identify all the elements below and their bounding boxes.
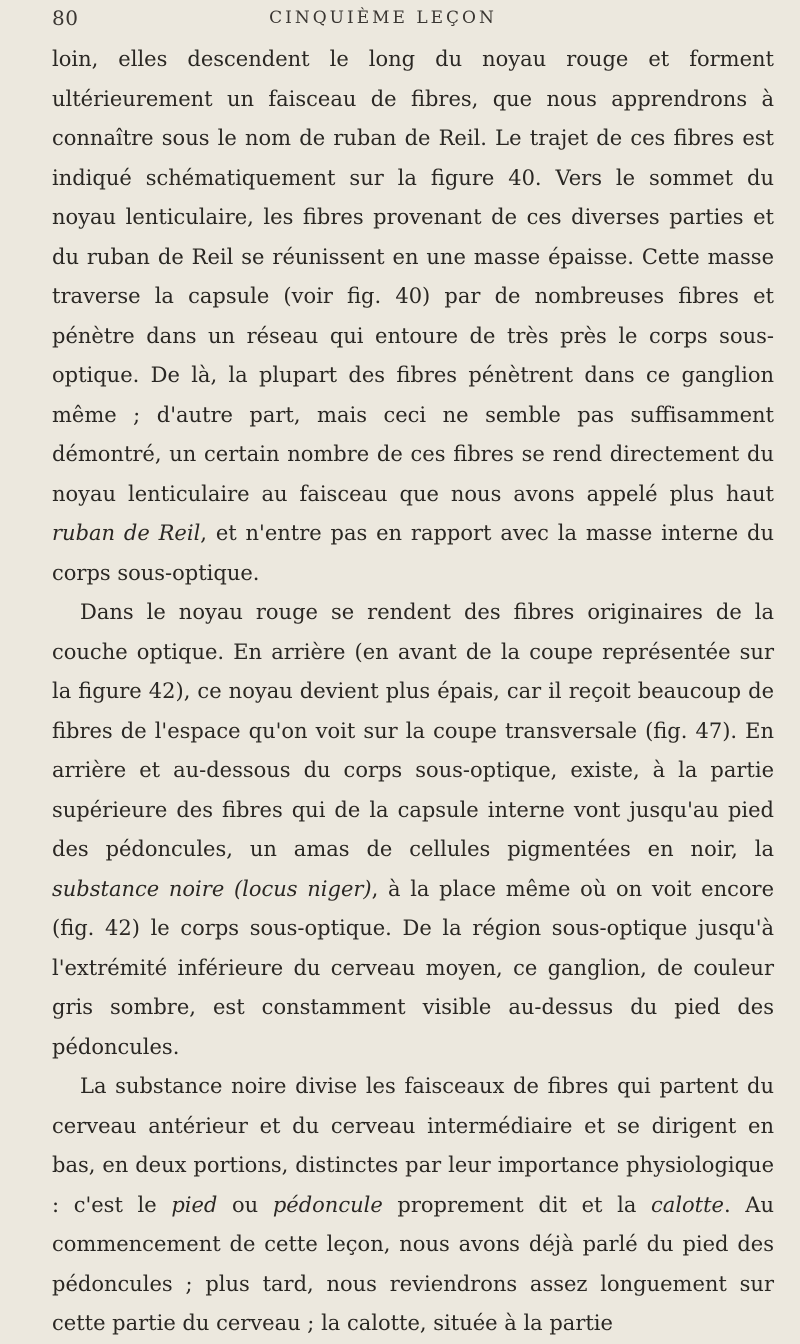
text-segment: . Au commencement de cette leçon, nous avons déjà parlé du pied des pédoncules ; plus tard, nous reviendrons assez longuement sur cette partie du cerveau ; la calotte, située à la partie	[52, 1192, 774, 1335]
italic-term-calotte: calotte	[651, 1192, 724, 1217]
text-segment: ou	[217, 1192, 273, 1217]
text-segment: , et n'entre pas en rapport avec la masse interne du corps sous-optique.	[52, 521, 775, 585]
text-segment: proprement dit et la	[382, 1192, 652, 1217]
body-text	[52, 40, 774, 1344]
running-head	[52, 0, 774, 40]
paragraph-3	[52, 1067, 774, 1344]
text-segment: La substance noire divise les faisceaux de fibres qui partent du cerveau antérieur et du cerveau intermédiaire et se dirigent en bas, en deux portions, distinctes par leur importance physiologique : c'est le	[52, 1074, 774, 1217]
paragraph-2	[52, 593, 774, 1067]
text-segment: Dans le noyau rouge se rendent des fibres originaires de la couche optique. En arrière (en avant de la coupe représentée sur la figure 42), ce noyau devient plus épais, car il reçoit beaucoup de fibres de l'espace qu'on voit sur la coupe transversale (fig. 47). En arrière et au-dessous du corps sous-optique, existe, à la partie supérieure des fibres qui de la capsule interne vont jusqu'au pied des pédoncules, un amas de cellules pigmentées en noir, la	[52, 600, 774, 861]
page-number: 80	[52, 6, 79, 30]
italic-term-ruban-de-reil: ruban de Reil	[52, 521, 201, 545]
italic-term-pied: pied	[171, 1192, 218, 1217]
chapter-title: CINQUIÈME LEÇON	[269, 8, 497, 28]
italic-term-pedoncule: pédoncule	[272, 1192, 383, 1217]
italic-term-substance-noire: substance noire (locus niger)	[52, 876, 372, 901]
text-segment: , à la place même où on voit encore (fig. 42) le corps sous-optique. De la région sous-optique jusqu'à l'extrémité inférieure du cerveau moyen, ce ganglion, de couleur gris sombre, est constamment visible au-dessus du pied des pédoncules.	[52, 876, 774, 1059]
text-segment: loin, elles descendent le long du noyau rouge et forment ultérieurement un faisceau de fibres, que nous apprendrons à connaître sous le nom de ruban de Reil. Le trajet de ces fibres est indiqué schématiquement sur la figure 40. Vers le sommet du noyau lenticulaire, les fibres provenant de ces diverses parties et du ruban de Reil se réunissent en une masse épaisse. Cette masse traverse la capsule (voir fig. 40) par de nombreuses fibres et pénètre dans un réseau qui entoure de très près le corps sous-optique. De là, la plupart des fibres pénètrent dans ce ganglion même ; d'autre part, mais ceci ne semble pas suffisamment démontré, un certain nombre de ces fibres se rend directement du noyau lenticulaire au faisceau que nous avons appelé plus haut	[52, 47, 774, 506]
paragraph-1	[52, 40, 774, 593]
